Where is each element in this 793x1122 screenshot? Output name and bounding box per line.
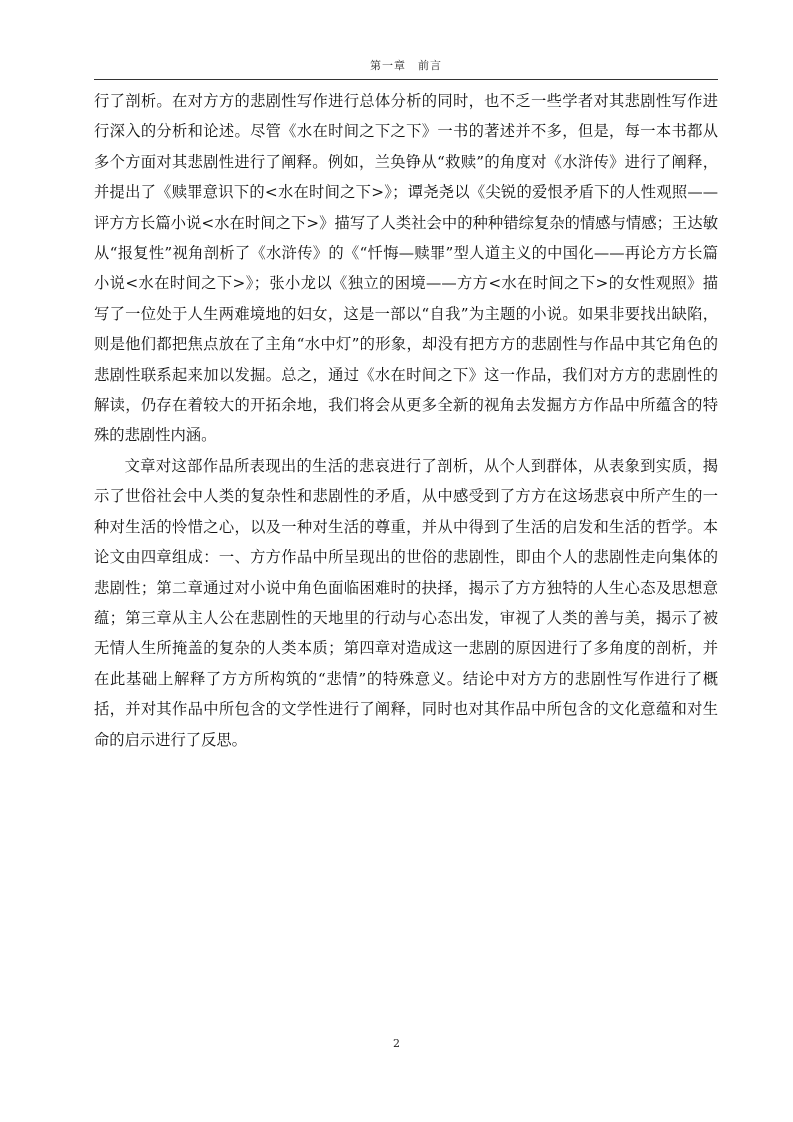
document-body [94, 86, 718, 755]
running-header: 第一章 前言 [370, 59, 442, 72]
paragraph-thesis-structure: 文章对这部作品所表现出的生活的悲哀进行了剖析，从个人到群体，从表象到实质，揭示了世俗社会中人类的复杂性和悲剧性的矛盾，从中感受到了方方在这场悲哀中所产生的一种对生活的怜惜之心，以及一种对生活的尊重，并从中得到了生活的启发和生活的哲学。本论文由四章组成：一、方方作品中所呈现出的世俗的悲剧性，即由个人的悲剧性走向集体的悲剧性；第二章通过对小说中角色面临困难时的抉择，揭示了方方独特的人生心态及思想意蕴；第三章从主人公在悲剧性的天地里的行动与心态出发，审视了人类的善与美，揭示了被无情人生所掩盖的复杂的人类本质；第四章对造成这一悲剧的原因进行了多角度的剖析，并在此基础上解释了方方所构筑的“悲情”的特殊意义。结论中对方方的悲剧性写作进行了概括，并对其作品中所包含的文学性进行了阐释，同时也对其作品中所包含的文化意蕴和对生命的启示进行了反思。 [94, 456, 718, 749]
header-divider [94, 79, 718, 80]
paragraph-continued: 行了剖析。在对方方的悲剧性写作进行总体分析的同时，也不乏一些学者对其悲剧性写作进行深入的分析和论述。尽管《水在时间之下之下》一书的著述并不多，但是，每一本书都从多个方面对其悲剧性进行了阐释。例如，兰奂铮从“救赎”的角度对《水浒传》进行了阐释，并提出了《赎罪意识下的<水在时间之下>》；谭尧尧以《尖锐的爱恨矛盾下的人性观照——评方方长篇小说<水在时间之下>》描写了人类社会中的种种错综复杂的情感与情感；王达敏从“报复性”视角剖析了《水浒传》的《“忏悔—赎罪”型人道主义的中国化——再论方方长篇小说<水在时间之下>》；张小龙以《独立的困境——方方<水在时间之下>的女性观照》描写了一位处于人生两难境地的妇女，这是一部以“自我”为主题的小说。如果非要找出缺陷，则是他们都把焦点放在了主角“水中灯”的形象，却没有把方方的悲剧性与作品中其它角色的悲剧性联系起来加以发掘。总之，通过《水在时间之下》这一作品，我们对方方的悲剧性的解读，仍存在着较大的开拓余地，我们将会从更多全新的视角去发掘方方作品中所蕴含的特殊的悲剧性内涵。 [94, 92, 718, 445]
page-number: 2 [393, 1037, 400, 1050]
